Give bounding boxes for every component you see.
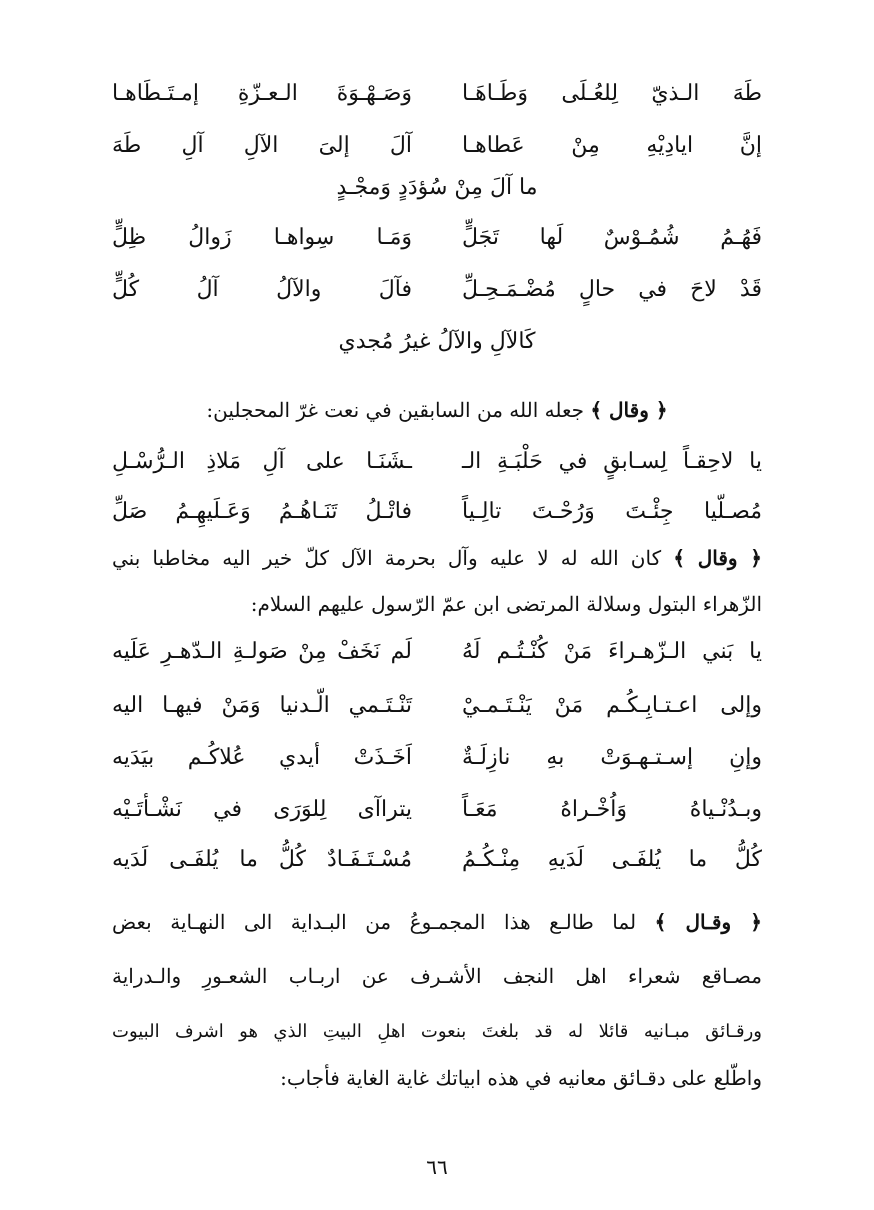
verse-first-hemistich: وإنِ إسـتـهـوَتْ بهِ نازِلَـةٌ [462,745,762,770]
centered-verse: ما آلَ مِنْ سُؤدَدٍ وَمجْـدٍ [336,175,538,200]
intro-text-line: واطّلع على دقـائق معانيه في هذه ابياتك غاية الغاية فأجاب: [280,1066,762,1090]
verse-first-hemistich: طَهَ الـذيّ لِلعُـلَى وَطَـاهَـا [462,81,762,106]
verse-line [112,216,762,260]
verse-line [112,124,762,168]
section-intro [112,540,762,576]
verse-line [112,72,762,116]
qala-marker: ﴿ وقال ﴾ [590,398,668,422]
verse-line [112,788,762,832]
verse-second-hemistich: وَمَـا سِواهـا زَوالُ ظِلٍّ [112,225,412,250]
verse-line [112,630,762,674]
verse-second-hemistich: وَصَـهْـوَةَ الـعـزّةِ إمـتَـطَاهـا [112,81,412,106]
section-intro [112,904,762,940]
qala-marker: ﴿ وقـال ﴾ [654,910,762,934]
verse-first-hemistich: وإلى اعـتـابِـكُـم مَنْ يَنْـتَـمـيْ [462,693,762,718]
verse-line [112,838,762,882]
verse-second-hemistich: مُسْـتَـفَـادٌ كُلُّ ما يُلفَـى لَدَيه [112,847,412,872]
verse-second-hemistich: فآلَ والآلُ آلُ كُلٍّ [112,277,412,302]
verse-first-hemistich: يا بَني الـزّهـراءَ مَنْ كُنْـتُـم لَهُ [462,639,762,664]
intro-text-line: الزّهراء البتول وسلالة المرتضى ابن عمّ الرّسول عليهم السلام: [250,592,762,616]
verse-line [112,440,762,484]
verse-first-hemistich: كُلُّ ما يُلفَـى لَدَيهِ مِنْـكُـمُ [462,847,762,872]
intro-text-line: ورقـائق مبـانيه قائلا له قد بلغتَ بنعوت اهلِ البيتِ الذي هو اشرف البيوت [112,1021,762,1042]
verse-second-hemistich: فاتْـلُ تَنَـاهُـمُ وَعَـلَيهِـمُ صَلِّ [112,499,412,524]
verse-second-hemistich: يتراآى لِلوَرَى في نَشْـأتَـيْه [112,797,412,822]
qala-marker: ﴿ وقال ﴾ [673,546,762,570]
verse-first-hemistich: إنَّ ايادِيْهِ مِنْ عَطاهـا [462,133,762,158]
verse-line [112,490,762,534]
verse-second-hemistich: ـشَنَـا على آلِ مَلاذِ الـرُّسْـلِ [112,449,412,474]
verse-first-hemistich: فَهُـمُ شُمُـوْسٌ لَها تَجَلٍّ [462,225,762,250]
intro-text: لما طالـع هذا المجمـوعُ من البـداية الى النهـاية بعض [112,910,637,934]
verse-second-hemistich: اَخَـذَتْ أيدي عُلاكُـم بيَدَيه [112,745,412,770]
page-number: ٦٦ [426,1155,448,1179]
verse-first-hemistich: مُصـلّيا جِئْـتَ وَرُحْـتَ تالِـياً [462,499,762,524]
intro-text-line: مصـاقع شعراء اهل النجف الأشـرف عن اربـاب الشعـورِ والـدراية [112,964,762,988]
verse-first-hemistich: وبـدُنْـياهُ وَاُخْـراهُ مَعَـاً [462,797,762,822]
verse-second-hemistich: لَم نَخَفْ مِنْ صَولـةِ الـدّهـرِ عَلَيه [112,639,412,664]
verse-second-hemistich: آلَ إلىَ الآلِ آلِ طَهَ [112,133,412,158]
verse-first-hemistich: يا لاحِقـاً لِسـابقٍ في حَلْبَـةِ الـ [462,449,762,474]
intro-text: جعله الله من السابقين في نعت غرّ المحجلين: [206,398,584,422]
verse-first-hemistich: قَدْ لاحَ في حالٍ مُضْـمَـحِـلِّ [462,277,762,302]
verse-line [112,684,762,728]
intro-text: كان الله له لا عليه وآل بحرمة الآل كلّ خير اليه مخاطبا بني [112,546,662,570]
centered-verse: كَالآلِ والآلُ غيرُ مُجدي [338,329,536,354]
section-intro [112,392,762,428]
verse-second-hemistich: تَنْـتَـمي الّـدنيا وَمَنْ فيهـا اليه [112,693,412,718]
verse-line [112,268,762,312]
verse-line [112,736,762,780]
